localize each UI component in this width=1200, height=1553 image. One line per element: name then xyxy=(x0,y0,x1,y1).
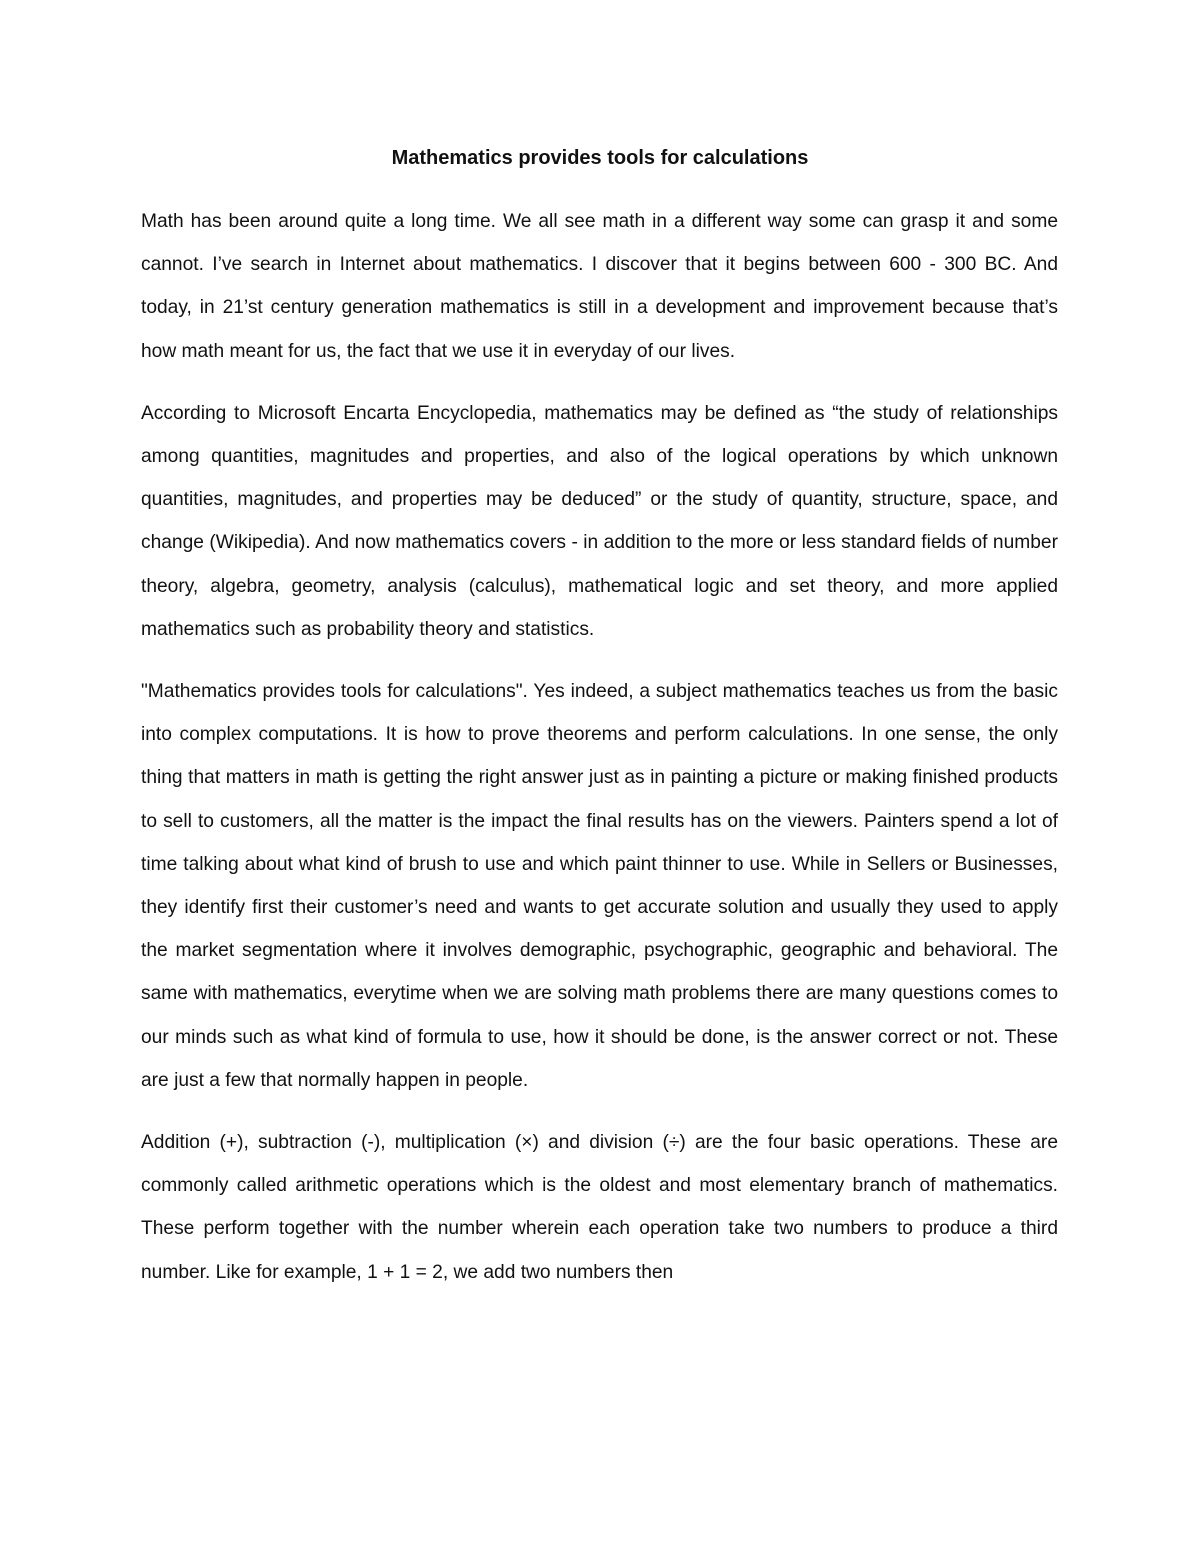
paragraph-basic-operations: Addition (+), subtraction (-), multiplication (×) and division (÷) are the four basic operations. These are commonly called arithmetic operations which is the oldest and most elementary branch of mathematics. These perform together with the number wherein each operation take two numbers to produce a third number. Like for example, 1 + 1 = 2, we add two numbers then xyxy=(141,1132,1058,1283)
paragraph-calculations: "Mathematics provides tools for calculations". Yes indeed, a subject mathematics teaches us from the basic into complex computations. It is how to prove theorems and perform calculations. In one sense, the only thing that matters in math is getting the right answer just as in painting a picture or making finished products to sell to customers, all the matter is the impact the final results has on the viewers. Painters spend a lot of time talking about what kind of brush to use and which paint thinner to use. While in Sellers or Businesses, they identify first their customer’s need and wants to get accurate solution and usually they used to apply the market segmentation where it involves demographic, psychographic, geographic and behavioral. The same with mathematics, everytime when we are solving math problems there are many questions comes to our minds such as what kind of formula to use, how it should be done, is the answer correct or not. These are just a few that normally happen in people. xyxy=(141,681,1058,1091)
paragraph-history: Math has been around quite a long time. We all see math in a different way some can grasp it and some cannot. I’ve search in Internet about mathematics. I discover that it begins between 600 - 300 BC. And today, in 21’st century generation mathematics is still in a development and improvement because that’s how math meant for us, the fact that we use it in everyday of our lives. xyxy=(141,211,1058,362)
document-title: Mathematics provides tools for calculations xyxy=(391,147,809,169)
document-body xyxy=(141,200,1058,1294)
paragraph-definition: According to Microsoft Encarta Encyclopedia, mathematics may be defined as “the study of relationships among quantities, magnitudes and properties, and also of the logical operations by which unknown quantities, magnitudes, and properties may be deduced” or the study of quantity, structure, space, and change (Wikipedia). And now mathematics covers - in addition to the more or less standard fields of number theory, algebra, geometry, analysis (calculus), mathematical logic and set theory, and more applied mathematics such as probability theory and statistics. xyxy=(141,402,1058,640)
